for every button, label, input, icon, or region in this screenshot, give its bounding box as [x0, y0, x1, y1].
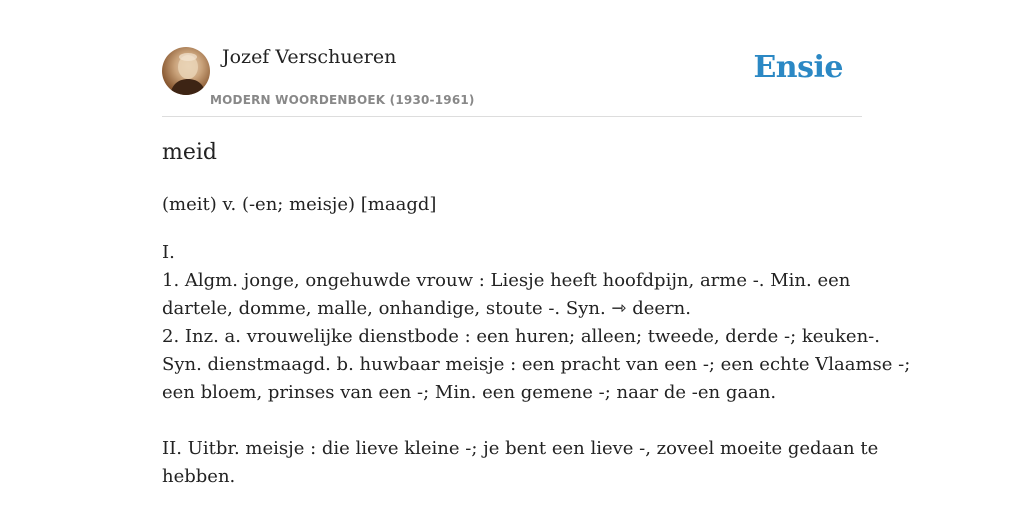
page-title: meid — [162, 140, 217, 165]
definition-line: hebben. — [162, 466, 236, 487]
definition-line: Syn. dienstmaagd. b. huwbaar meisje : een pracht van een -; een echte Vlaamse -; — [162, 354, 911, 375]
brand-logo[interactable]: Ensie — [753, 50, 843, 85]
author-portrait-icon — [162, 47, 210, 95]
entry-header — [162, 44, 862, 117]
definition-body — [162, 239, 911, 491]
paragraph-gap — [162, 407, 862, 435]
author-name[interactable]: Jozef Verschueren — [222, 46, 397, 68]
source-label[interactable]: MODERN WOORDENBOEK (1930-1961) — [210, 93, 475, 107]
author-avatar[interactable] — [162, 47, 210, 95]
definition-line: dartele, domme, malle, onhandige, stoute -. Syn. ⇾ deern. — [162, 298, 691, 319]
definition-line: 1. Algm. jonge, ongehuwde vrouw : Liesje heeft hoofdpijn, arme -. Min. een — [162, 270, 851, 291]
definition-line: 2. Inz. a. vrouwelijke dienstbode : een huren; alleen; tweede, derde -; keuken-. — [162, 326, 880, 347]
definition-line: II. Uitbr. meisje : die lieve kleine -; je bent een lieve -, zoveel moeite gedaan te — [162, 438, 879, 459]
grammar-info: (meit) v. (-en; meisje) [maagd] — [162, 194, 437, 215]
definition-line: een bloem, prinses van een -; Min. een gemene -; naar de -en gaan. — [162, 382, 777, 403]
definition-line: I. — [162, 242, 175, 263]
